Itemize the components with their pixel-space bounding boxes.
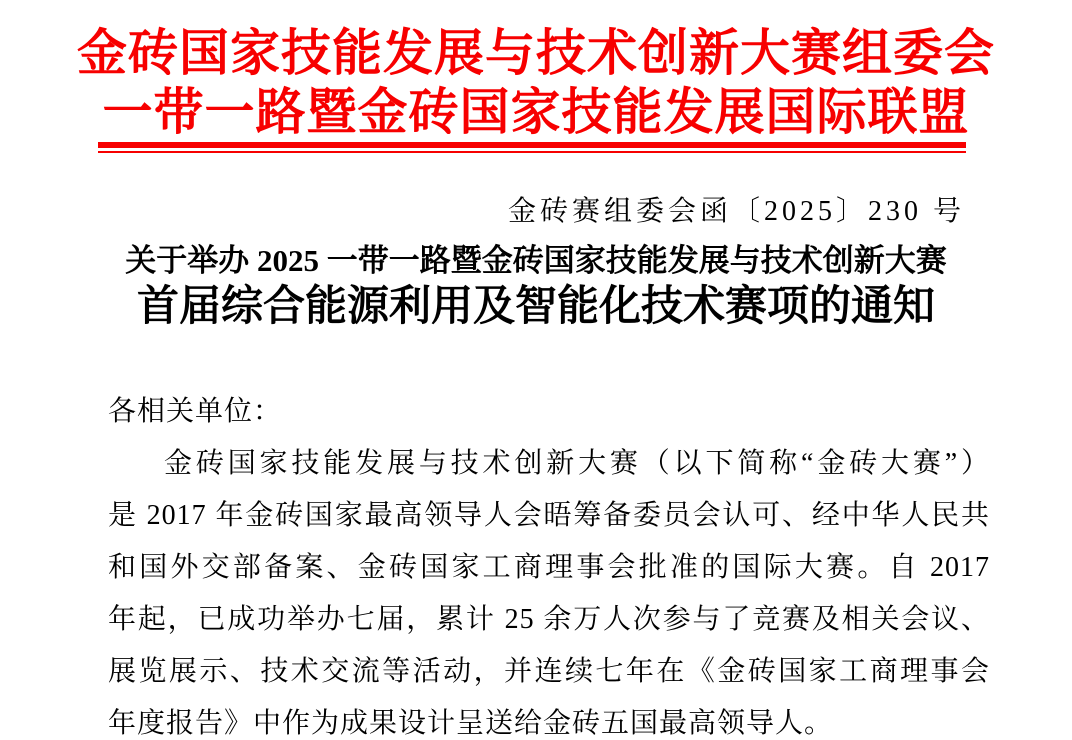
paragraph-line: 年起，已成功举办七届，累计 25 余万人次参与了竞赛及相关会议、 bbox=[108, 604, 990, 635]
paragraph-line: 是 2017 年金砖国家最高领导人会晤筹备委员会认可、经中华人民共 bbox=[108, 500, 990, 531]
notice-title-line-2: 首届综合能源利用及智能化技术赛项的通知 bbox=[136, 284, 935, 330]
letterhead bbox=[0, 24, 1072, 142]
letterhead-rule-thick bbox=[98, 142, 966, 148]
letterhead-rule-thin bbox=[98, 151, 966, 153]
notice-body bbox=[108, 386, 990, 740]
paragraph-line: 金砖国家技能发展与技术创新大赛（以下简称“金砖大赛”） bbox=[164, 448, 990, 479]
paragraph-line: 展览展示、技术交流等活动，并连续七年在《金砖国家工商理事会 bbox=[108, 656, 990, 687]
letterhead-line-2: 一带一路暨金砖国家技能发展国际联盟 bbox=[102, 84, 970, 140]
notice-title bbox=[0, 240, 1072, 332]
paragraph-line: 和国外交部备案、金砖国家工商理事会批准的国际大赛。自 2017 bbox=[108, 552, 990, 583]
paragraph-line: 年度报告》中作为成果设计呈送给金砖五国最高领导人。 bbox=[108, 708, 834, 739]
letterhead-line-1: 金砖国家技能发展与技术创新大赛组委会 bbox=[77, 25, 995, 81]
notice-title-line-1: 关于举办 2025 一带一路暨金砖国家技能发展与技术创新大赛 bbox=[125, 243, 947, 278]
salutation: 各相关单位： bbox=[108, 396, 283, 427]
document-number: 金砖赛组委会函〔2025〕230 号 bbox=[507, 196, 965, 227]
letterhead-rule bbox=[98, 142, 966, 153]
